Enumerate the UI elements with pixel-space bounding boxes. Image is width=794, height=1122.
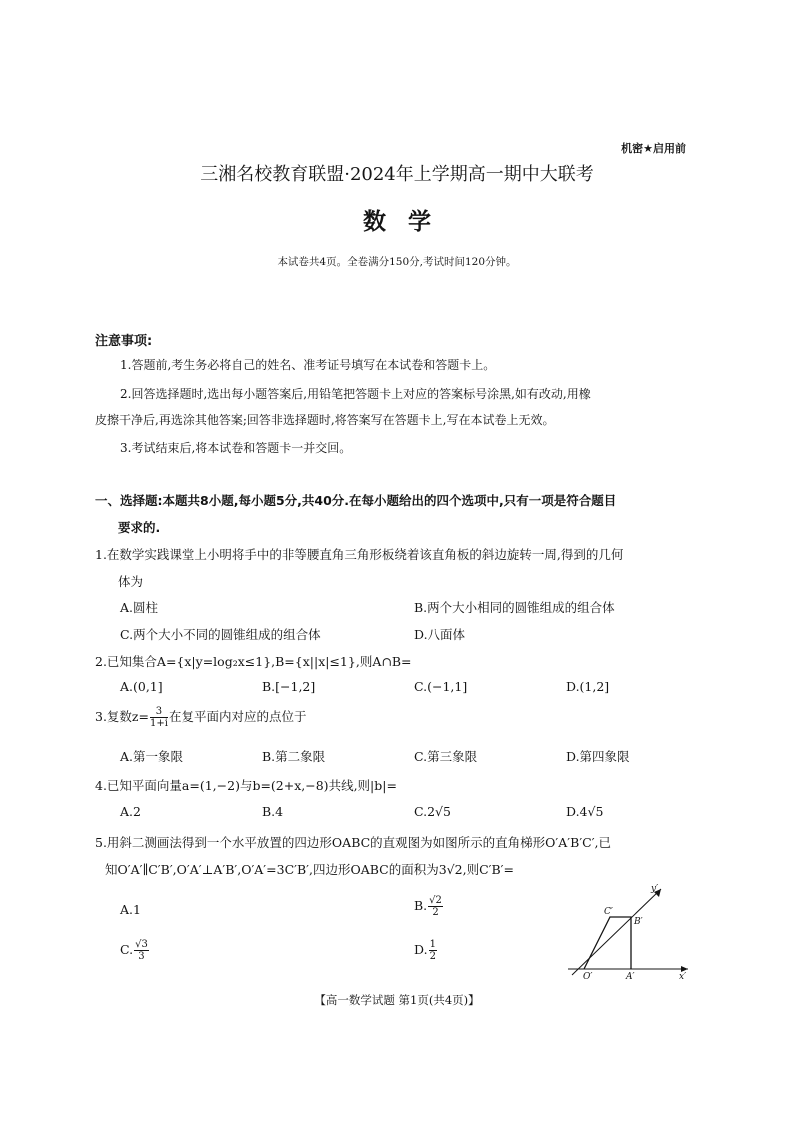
q5-d-numerator: 1 xyxy=(429,939,436,950)
q5-option-d xyxy=(414,939,438,962)
q3-option-a: A.第一象限 xyxy=(120,749,184,764)
q5-option-d-label: D. xyxy=(414,942,428,957)
page-footer: 【高一数学试题 第1页(共4页)】 xyxy=(314,993,480,1007)
label-o: O′ xyxy=(583,972,593,980)
q5-b-denominator: 2 xyxy=(432,907,439,918)
question-3-stem xyxy=(95,706,306,729)
q3-numerator: 3 xyxy=(150,706,168,718)
q5-d-denominator: 2 xyxy=(429,951,436,962)
q2-option-d: D.(1,2] xyxy=(566,679,610,694)
q1-option-a: A.圆柱 xyxy=(120,600,159,615)
question-4-stem: 4.已知平面向量a=(1,−2)与b=(2+x,−8)共线,则|b|= xyxy=(95,778,397,793)
y-axis xyxy=(572,889,661,975)
label-a: A′ xyxy=(626,972,635,980)
trapezoid-figure xyxy=(560,880,695,980)
section-heading: 一、选择题:本题共8小题,每小题5分,共40分.在每小题给出的四个选项中,只有一项是符合题目 xyxy=(95,493,617,508)
note-item: 皮擦干净后,再选涂其他答案;回答非选择题时,将答案写在答题卡上,写在本试卷上无效。 xyxy=(95,413,555,427)
q1-option-b: B.两个大小相同的圆锥组成的组合体 xyxy=(414,600,615,615)
q4-option-b: B.4 xyxy=(262,804,284,819)
label-y: y′ xyxy=(651,884,659,894)
label-x: x′ xyxy=(679,972,687,980)
q5-option-b-label: B. xyxy=(414,898,428,913)
q5-c-denominator: 3 xyxy=(138,951,145,962)
q3-fraction xyxy=(150,706,168,729)
q2-option-b: B.[−1,2] xyxy=(262,679,316,694)
q2-option-c: C.(−1,1] xyxy=(414,679,468,694)
note-item: 1.答题前,考生务必将自己的姓名、准考证号填写在本试卷和答题卡上。 xyxy=(120,358,496,372)
q1-option-c: C.两个大小不同的圆锥组成的组合体 xyxy=(120,627,321,642)
notes-heading: 注意事项: xyxy=(95,334,153,349)
question-1-stem-cont: 体为 xyxy=(118,574,144,589)
note-item: 2.回答选择题时,选出每小题答案后,用铅笔把答题卡上对应的答案标号涂黑,如有改动,用橡 xyxy=(120,387,591,401)
question-1-stem: 1.在数学实践课堂上小明将手中的非等腰直角三角形板绕着该直角板的斜边旋转一周,得到的几何 xyxy=(95,547,624,562)
q5-b-numerator: √2 xyxy=(429,895,442,906)
q3-stem-pre: 3.复数z= xyxy=(95,709,149,724)
label-b: B′ xyxy=(634,917,643,927)
q5-option-b-fraction xyxy=(428,895,443,918)
q5-option-c-label: C. xyxy=(120,942,134,957)
exam-title: 三湘名校教育联盟·2024年上学期高一期中大联考 xyxy=(200,164,594,185)
q5-option-c xyxy=(120,939,150,962)
q5-option-c-fraction xyxy=(134,939,149,962)
label-c: C′ xyxy=(604,907,613,917)
question-2-stem: 2.已知集合A={x|y=log₂x≤1},B={x||x|≤1},则A∩B= xyxy=(95,654,412,669)
q5-option-d-fraction xyxy=(429,939,437,962)
q5-c-numerator: √3 xyxy=(135,939,148,950)
question-5-stem-cont: 知O′A′∥C′B′,O′A′⊥A′B′,O′A′=3C′B′,四边形OABC的面积为3√2,则C′B′= xyxy=(105,862,514,877)
q3-stem-post: 在复平面内对应的点位于 xyxy=(168,709,307,724)
q4-option-d: D.4√5 xyxy=(566,804,604,819)
q4-option-a: A.2 xyxy=(120,804,141,819)
q5-option-a: A.1 xyxy=(120,902,141,917)
q3-option-c: C.第三象限 xyxy=(414,749,478,764)
q2-option-a: A.(0,1] xyxy=(120,679,163,694)
confidential-mark: 机密★启用前 xyxy=(621,142,686,155)
subject-title: 数学 xyxy=(363,208,453,235)
section-heading-cont: 要求的. xyxy=(118,520,161,535)
q3-option-b: B.第二象限 xyxy=(262,749,326,764)
q3-denominator: 1+i xyxy=(150,718,168,729)
q3-option-d: D.第四象限 xyxy=(566,749,630,764)
q4-option-c: C.2√5 xyxy=(414,804,451,819)
q1-option-d: D.八面体 xyxy=(414,627,466,642)
question-5-stem: 5.用斜二测画法得到一个水平放置的四边形OABC的直观图为如图所示的直角梯形O′A′B′C′,已 xyxy=(95,835,612,850)
note-item: 3.考试结束后,将本试卷和答题卡一并交回。 xyxy=(120,441,352,455)
exam-info: 本试卷共4页。全卷满分150分,考试时间120分钟。 xyxy=(277,256,517,268)
q5-option-b xyxy=(414,895,444,918)
